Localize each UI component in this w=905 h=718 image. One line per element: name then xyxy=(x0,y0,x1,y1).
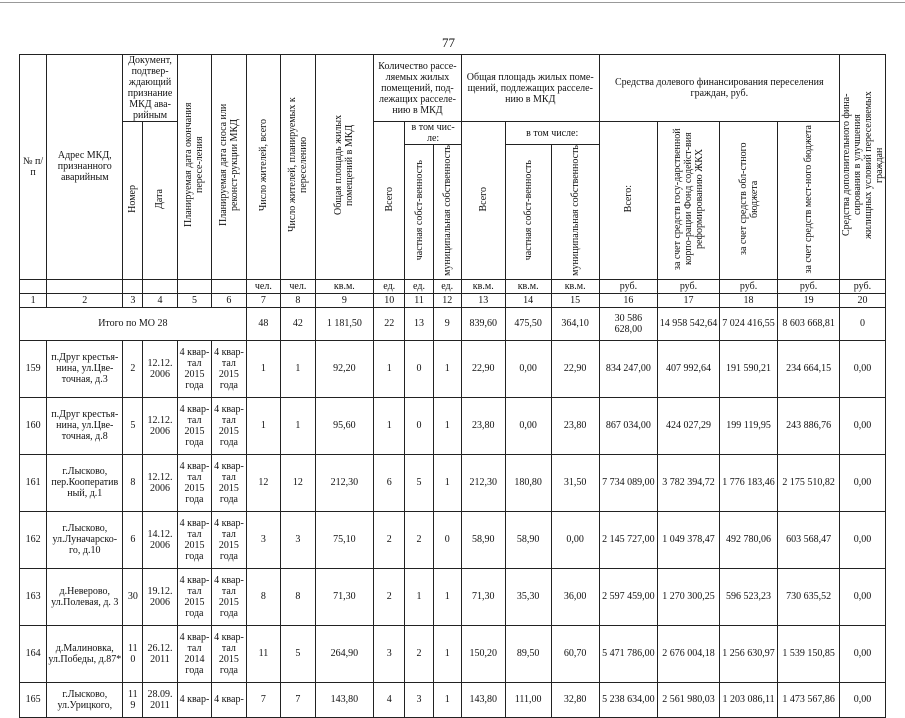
total-value: 48 xyxy=(246,307,280,340)
units-row-cell: ед. xyxy=(374,279,405,293)
table-row xyxy=(20,397,886,454)
cell-res-planned: 8 xyxy=(281,568,315,625)
cell-area-all: 22,90 xyxy=(461,340,505,397)
header-area-all: Всего xyxy=(461,122,505,280)
total-value: 9 xyxy=(433,307,461,340)
units-row-cell xyxy=(177,279,211,293)
cell-res-total: 7 xyxy=(246,682,280,717)
cell-doc-date: 12.12. 2006 xyxy=(143,340,177,397)
column-number-row-cell: 9 xyxy=(315,293,373,307)
cell-end: 4 квар-тал 2015 года xyxy=(177,568,211,625)
cell-doc-num: 8 xyxy=(123,454,143,511)
cell-rooms-priv: 5 xyxy=(405,454,433,511)
cell-rooms-priv: 2 xyxy=(405,625,433,682)
cell-num: 165 xyxy=(20,682,47,717)
total-value: 8 603 668,81 xyxy=(778,307,840,340)
cell-rooms-mun: 1 xyxy=(433,454,461,511)
header-num: № п/п xyxy=(20,55,47,280)
cell-fund-all: 2 597 459,00 xyxy=(599,568,657,625)
column-number-row-cell: 2 xyxy=(47,293,123,307)
resettlement-table xyxy=(19,54,886,718)
cell-doc-date: 14.12. 2006 xyxy=(143,511,177,568)
cell-address: д.Неверово, ул.Полевая, д. 3 xyxy=(47,568,123,625)
cell-area-mun: 22,90 xyxy=(551,340,599,397)
table-row xyxy=(20,682,886,717)
cell-additional: 0,00 xyxy=(839,397,885,454)
header-planned-demolition-date: Планируемая дата сноса или реконст-рукции МКД xyxy=(212,55,246,280)
page-number: 77 xyxy=(442,35,455,50)
cell-fund-corp: 2 676 004,18 xyxy=(658,625,720,682)
total-value: 0 xyxy=(839,307,885,340)
units-row-cell xyxy=(212,279,246,293)
cell-demol: 4 квар-тал 2015 года xyxy=(212,454,246,511)
cell-area-mun: 60,70 xyxy=(551,625,599,682)
cell-demol: 4 квар-тал 2015 года xyxy=(212,625,246,682)
cell-rooms: 2 xyxy=(374,511,405,568)
column-number-row-cell: 14 xyxy=(505,293,551,307)
column-number-row-cell: 3 xyxy=(123,293,143,307)
header-rooms-private: частная собст-венность xyxy=(405,145,433,280)
cell-rooms: 6 xyxy=(374,454,405,511)
cell-area-priv: 0,00 xyxy=(505,397,551,454)
cell-end: 4 квар-тал 2015 года xyxy=(177,340,211,397)
cell-doc-num: 2 xyxy=(123,340,143,397)
cell-additional: 0,00 xyxy=(839,568,885,625)
cell-num: 162 xyxy=(20,511,47,568)
table-row xyxy=(20,340,886,397)
units-row-cell: чел. xyxy=(281,279,315,293)
cell-fund-local: 730 635,52 xyxy=(778,568,840,625)
cell-fund-region: 191 590,21 xyxy=(719,340,777,397)
cell-fund-region: 1 256 630,97 xyxy=(719,625,777,682)
cell-demol: 4 квар-тал 2015 года xyxy=(212,568,246,625)
cell-fund-all: 2 145 727,00 xyxy=(599,511,657,568)
cell-area: 95,60 xyxy=(315,397,373,454)
cell-additional: 0,00 xyxy=(839,625,885,682)
cell-res-planned: 1 xyxy=(281,397,315,454)
total-value: 13 xyxy=(405,307,433,340)
column-number-row-cell: 13 xyxy=(461,293,505,307)
cell-additional: 0,00 xyxy=(839,340,885,397)
cell-fund-corp: 1 270 300,25 xyxy=(658,568,720,625)
table-row xyxy=(20,511,886,568)
cell-area-all: 23,80 xyxy=(461,397,505,454)
cell-res-planned: 7 xyxy=(281,682,315,717)
header-fund-corp: за счет средств госу-дарственной корпо-рации Фонд содейст-вия реформированию ЖКХ xyxy=(658,122,720,280)
column-number-row-cell: 15 xyxy=(551,293,599,307)
cell-rooms-priv: 0 xyxy=(405,340,433,397)
cell-area-priv: 0,00 xyxy=(505,340,551,397)
cell-fund-local: 603 568,47 xyxy=(778,511,840,568)
cell-end: 4 квар-тал 2014 года xyxy=(177,625,211,682)
cell-area: 212,30 xyxy=(315,454,373,511)
cell-additional: 0,00 xyxy=(839,454,885,511)
header-additional-funds: Средства дополнительного фина-сирования в улучшения жилищных условий переселяемых граждан xyxy=(839,55,885,280)
cell-fund-corp: 2 561 980,03 xyxy=(658,682,720,717)
column-number-row-cell: 18 xyxy=(719,293,777,307)
column-number-row-cell: 17 xyxy=(658,293,720,307)
cell-end: 4 квар-тал 2015 года xyxy=(177,454,211,511)
cell-doc-date: 12.12. 2006 xyxy=(143,397,177,454)
cell-rooms: 1 xyxy=(374,397,405,454)
total-value: 839,60 xyxy=(461,307,505,340)
cell-fund-all: 5 471 786,00 xyxy=(599,625,657,682)
cell-num: 161 xyxy=(20,454,47,511)
cell-address: п.Друг крестья-нина, ул.Цве-точная, д.8 xyxy=(47,397,123,454)
header-fund-region: за счет средств обл-стного бюджета xyxy=(719,122,777,280)
cell-area: 92,20 xyxy=(315,340,373,397)
cell-fund-local: 1 473 567,86 xyxy=(778,682,840,717)
cell-fund-corp: 424 027,29 xyxy=(658,397,720,454)
cell-fund-local: 234 664,15 xyxy=(778,340,840,397)
column-number-row-cell: 5 xyxy=(177,293,211,307)
total-value: 7 024 416,55 xyxy=(719,307,777,340)
units-row-cell: руб. xyxy=(599,279,657,293)
cell-area-all: 150,20 xyxy=(461,625,505,682)
cell-area-mun: 31,50 xyxy=(551,454,599,511)
cell-demol: 4 квар-тал 2015 года xyxy=(212,340,246,397)
cell-area-all: 212,30 xyxy=(461,454,505,511)
cell-doc-date: 19.12. 2006 xyxy=(143,568,177,625)
cell-area-priv: 58,90 xyxy=(505,511,551,568)
cell-area-mun: 23,80 xyxy=(551,397,599,454)
cell-res-total: 1 xyxy=(246,397,280,454)
header-rooms-area: Общая площадь жилых поме-щений, подлежащих расселе-нию в МКД xyxy=(461,55,599,122)
units-row xyxy=(20,279,886,293)
cell-res-planned: 1 xyxy=(281,340,315,397)
units-row-cell: чел. xyxy=(246,279,280,293)
table-row xyxy=(20,568,886,625)
total-value: 14 958 542,64 xyxy=(658,307,720,340)
units-row-cell: ед. xyxy=(405,279,433,293)
cell-fund-local: 1 539 150,85 xyxy=(778,625,840,682)
cell-res-planned: 5 xyxy=(281,625,315,682)
cell-doc-num: 11 0 xyxy=(123,625,143,682)
cell-area: 143,80 xyxy=(315,682,373,717)
cell-doc-num: 11 9 xyxy=(123,682,143,717)
cell-res-total: 8 xyxy=(246,568,280,625)
cell-rooms-mun: 1 xyxy=(433,568,461,625)
column-number-row-cell: 10 xyxy=(374,293,405,307)
cell-fund-local: 243 886,76 xyxy=(778,397,840,454)
cell-end: 4 квар-тал 2015 года xyxy=(177,397,211,454)
header-area-incl: в том числе: xyxy=(505,122,599,145)
total-value: 1 181,50 xyxy=(315,307,373,340)
header-rooms-municipal: муниципальная собственность xyxy=(433,145,461,280)
cell-area: 71,30 xyxy=(315,568,373,625)
cell-num: 159 xyxy=(20,340,47,397)
cell-address: д.Малиновка, ул.Победы, д.87* xyxy=(47,625,123,682)
units-row-cell xyxy=(123,279,143,293)
cell-area-priv: 180,80 xyxy=(505,454,551,511)
column-number-row-cell: 16 xyxy=(599,293,657,307)
cell-rooms-mun: 0 xyxy=(433,511,461,568)
cell-doc-date: 26.12. 2011 xyxy=(143,625,177,682)
header-residents-planned: Число жителей, планируемых к переселению xyxy=(281,55,315,280)
units-row-cell xyxy=(20,279,47,293)
cell-fund-region: 1 203 086,11 xyxy=(719,682,777,717)
cell-res-planned: 12 xyxy=(281,454,315,511)
header-area-municipal: муниципальная собственность xyxy=(551,145,599,280)
cell-rooms-priv: 0 xyxy=(405,397,433,454)
cell-fund-region: 199 119,95 xyxy=(719,397,777,454)
cell-area-priv: 35,30 xyxy=(505,568,551,625)
cell-res-total: 1 xyxy=(246,340,280,397)
cell-address: г.Лысково, ул.Урицкого, xyxy=(47,682,123,717)
cell-fund-region: 492 780,06 xyxy=(719,511,777,568)
header-funds: Средства долевого финансирования переселения граждан, руб. xyxy=(599,55,839,122)
table-row xyxy=(20,625,886,682)
units-row-cell: руб. xyxy=(719,279,777,293)
cell-area-mun: 32,80 xyxy=(551,682,599,717)
units-row-cell: кв.м. xyxy=(505,279,551,293)
cell-rooms-mun: 1 xyxy=(433,625,461,682)
cell-area-all: 71,30 xyxy=(461,568,505,625)
cell-res-total: 3 xyxy=(246,511,280,568)
column-number-row-cell: 19 xyxy=(778,293,840,307)
cell-rooms: 2 xyxy=(374,568,405,625)
column-number-row-cell: 4 xyxy=(143,293,177,307)
cell-fund-local: 2 175 510,82 xyxy=(778,454,840,511)
cell-demol: 4 квар-тал 2015 года xyxy=(212,397,246,454)
cell-doc-num: 30 xyxy=(123,568,143,625)
column-number-row-cell: 20 xyxy=(839,293,885,307)
cell-rooms: 1 xyxy=(374,340,405,397)
cell-rooms-mun: 1 xyxy=(433,340,461,397)
column-number-row-cell: 11 xyxy=(405,293,433,307)
column-number-row-cell: 1 xyxy=(20,293,47,307)
units-row-cell: кв.м. xyxy=(551,279,599,293)
units-row-cell: кв.м. xyxy=(461,279,505,293)
units-row-cell: руб. xyxy=(778,279,840,293)
cell-fund-region: 1 776 183,46 xyxy=(719,454,777,511)
cell-area-all: 58,90 xyxy=(461,511,505,568)
total-row xyxy=(20,307,886,340)
cell-rooms-mun: 1 xyxy=(433,682,461,717)
cell-additional: 0,00 xyxy=(839,511,885,568)
header-rooms-count: Количество рассе-ляемых жилых помещений, под-лежащих расселе-нию в МКД xyxy=(374,55,462,122)
cell-area-priv: 89,50 xyxy=(505,625,551,682)
header-rooms-incl: в том чис-ле: xyxy=(405,122,461,145)
header-fund-local: за счет средств мест-ного бюджета xyxy=(778,122,840,280)
column-number-row-cell: 6 xyxy=(212,293,246,307)
cell-address: г.Лысково, пер.Кооператив ный, д.1 xyxy=(47,454,123,511)
header-planned-end-date: Планируемая дата окончания пересе-ления xyxy=(177,55,211,280)
cell-rooms-priv: 2 xyxy=(405,511,433,568)
cell-end: 4 квар- xyxy=(177,682,211,717)
cell-rooms-mun: 1 xyxy=(433,397,461,454)
cell-rooms-priv: 1 xyxy=(405,568,433,625)
cell-additional: 0,00 xyxy=(839,682,885,717)
table-row xyxy=(20,454,886,511)
header-residents-total: Число жителей, всего xyxy=(246,55,280,280)
cell-fund-all: 834 247,00 xyxy=(599,340,657,397)
header-document: Документ, подтвер-ждающий признание МКД ава-рийным xyxy=(123,55,177,122)
cell-fund-region: 596 523,23 xyxy=(719,568,777,625)
units-row-cell: руб. xyxy=(658,279,720,293)
top-rule xyxy=(0,2,905,3)
cell-area-all: 143,80 xyxy=(461,682,505,717)
cell-area-priv: 111,00 xyxy=(505,682,551,717)
cell-demol: 4 квар-тал 2015 года xyxy=(212,511,246,568)
units-row-cell xyxy=(143,279,177,293)
header-area-private: частная собст-венность xyxy=(505,145,551,280)
units-row-cell xyxy=(47,279,123,293)
cell-rooms: 3 xyxy=(374,625,405,682)
total-value: 364,10 xyxy=(551,307,599,340)
cell-fund-corp: 1 049 378,47 xyxy=(658,511,720,568)
cell-area-mun: 0,00 xyxy=(551,511,599,568)
cell-fund-all: 867 034,00 xyxy=(599,397,657,454)
cell-num: 160 xyxy=(20,397,47,454)
cell-area: 264,90 xyxy=(315,625,373,682)
cell-address: п.Друг крестья-нина, ул.Цве-точная, д.3 xyxy=(47,340,123,397)
cell-num: 163 xyxy=(20,568,47,625)
column-number-row-cell: 12 xyxy=(433,293,461,307)
cell-doc-num: 6 xyxy=(123,511,143,568)
units-row-cell: руб. xyxy=(839,279,885,293)
cell-doc-num: 5 xyxy=(123,397,143,454)
cell-fund-all: 5 238 634,00 xyxy=(599,682,657,717)
cell-fund-all: 7 734 089,00 xyxy=(599,454,657,511)
cell-demol: 4 квар- xyxy=(212,682,246,717)
header-rooms-all: Всего xyxy=(374,122,405,280)
units-row-cell: кв.м. xyxy=(315,279,373,293)
cell-fund-corp: 3 782 394,72 xyxy=(658,454,720,511)
cell-doc-date: 12.12. 2006 xyxy=(143,454,177,511)
total-value: 475,50 xyxy=(505,307,551,340)
cell-address: г.Лысково, ул.Луначарско-го, д.10 xyxy=(47,511,123,568)
header-doc-number: Номер xyxy=(123,122,143,280)
cell-res-planned: 3 xyxy=(281,511,315,568)
total-value: 42 xyxy=(281,307,315,340)
column-number-row-cell: 8 xyxy=(281,293,315,307)
cell-fund-corp: 407 992,64 xyxy=(658,340,720,397)
cell-res-total: 12 xyxy=(246,454,280,511)
total-value: 30 586 628,00 xyxy=(599,307,657,340)
cell-area: 75,10 xyxy=(315,511,373,568)
cell-end: 4 квар-тал 2015 года xyxy=(177,511,211,568)
cell-area-mun: 36,00 xyxy=(551,568,599,625)
cell-doc-date: 28.09. 2011 xyxy=(143,682,177,717)
header-doc-date: Дата xyxy=(143,122,177,280)
total-label: Итого по МО 28 xyxy=(20,307,247,340)
units-row-cell: ед. xyxy=(433,279,461,293)
header-funds-all: Всего: xyxy=(599,122,657,280)
cell-num: 164 xyxy=(20,625,47,682)
header-address: Адрес МКД, признанного аварийным xyxy=(47,55,123,280)
column-number-row xyxy=(20,293,886,307)
cell-rooms-priv: 3 xyxy=(405,682,433,717)
header-total-area: Общая площадь жилых помещений в МКД xyxy=(315,55,373,280)
total-value: 22 xyxy=(374,307,405,340)
cell-res-total: 11 xyxy=(246,625,280,682)
cell-rooms: 4 xyxy=(374,682,405,717)
column-number-row-cell: 7 xyxy=(246,293,280,307)
